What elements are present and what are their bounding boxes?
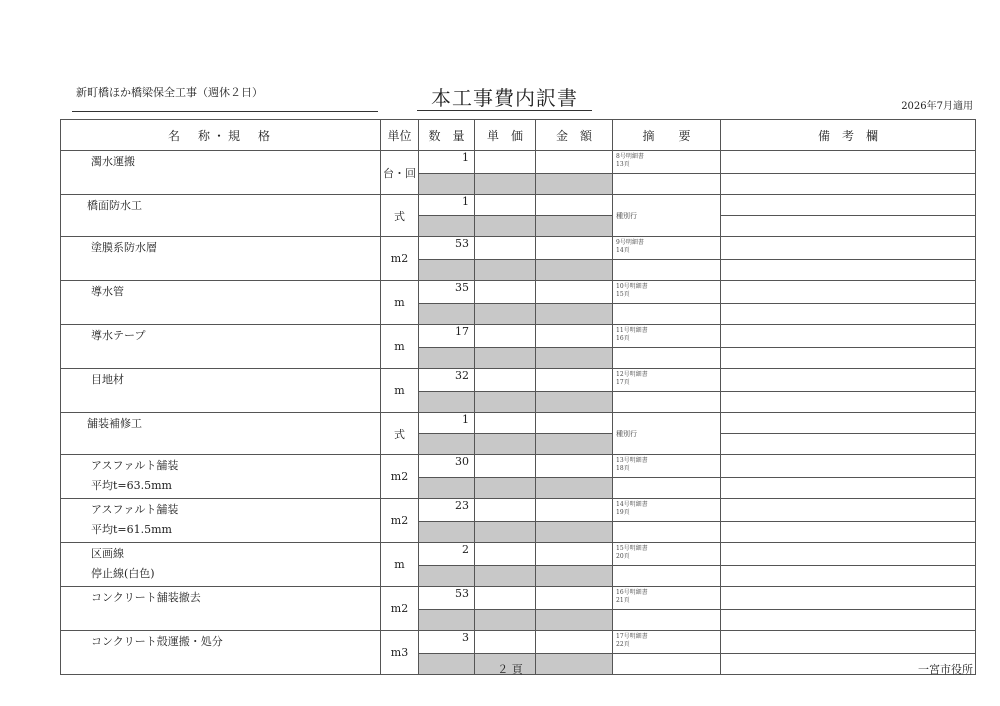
item-name: コンクリート舗装撤去: [91, 591, 201, 604]
price-sub-shaded: [475, 216, 536, 237]
item-remarks: [721, 587, 976, 610]
item-remarks: [721, 281, 976, 304]
item-unit: 式: [381, 413, 419, 455]
column-amount: 金 額: [536, 120, 613, 151]
item-name-cell: [61, 369, 381, 413]
header-row: [61, 120, 976, 151]
price-sub-shaded: [475, 260, 536, 281]
remarks-sub: [721, 478, 976, 499]
summary-sub: [613, 304, 721, 325]
item-qty: 35: [419, 281, 475, 304]
remarks-sub: [721, 348, 976, 369]
qty-sub-shaded: [419, 566, 475, 587]
remarks-sub: [721, 610, 976, 631]
column-remarks: 備 考 欄: [721, 120, 976, 151]
item-qty: 3: [419, 631, 475, 654]
item-spec: 停止線(白色): [91, 567, 155, 580]
item-qty: 23: [419, 499, 475, 522]
summary-page: 15頁: [616, 291, 630, 298]
item-name: アスファルト舗装: [91, 503, 179, 516]
qty-sub-shaded: [419, 260, 475, 281]
price-sub-shaded: [475, 392, 536, 413]
item-price: [475, 237, 536, 260]
qty-sub-shaded: [419, 174, 475, 195]
price-sub-shaded: [475, 522, 536, 543]
table-row: [61, 369, 976, 392]
item-qty: 1: [419, 413, 475, 434]
item-name-cell: [61, 151, 381, 195]
column-unit: 単位: [381, 120, 419, 151]
document-title: 本工事費内訳書: [417, 86, 592, 111]
qty-sub-shaded: [419, 522, 475, 543]
item-qty: 1: [419, 151, 475, 174]
item-amount: [536, 413, 613, 434]
table-body: [61, 151, 976, 675]
item-remarks: [721, 325, 976, 348]
item-name-cell: [61, 413, 381, 455]
item-remarks: [721, 499, 976, 522]
remarks-sub: [721, 566, 976, 587]
item-price: [475, 543, 536, 566]
item-spec: 平均t=61.5mm: [91, 523, 172, 536]
summary-ref: 17号明細書: [616, 633, 648, 640]
summary-ref: 16号明細書: [616, 589, 648, 596]
summary-page: 21頁: [616, 597, 630, 604]
item-summary: [613, 369, 721, 392]
item-spec: [61, 431, 380, 437]
item-remarks: [721, 543, 976, 566]
amount-sub-shaded: [536, 216, 613, 237]
qty-sub-shaded: [419, 610, 475, 631]
table-row: [61, 195, 976, 216]
price-sub-shaded: [475, 610, 536, 631]
item-unit: m2: [381, 587, 419, 631]
summary-ref: 10号明細書: [616, 283, 648, 290]
item-remarks: [721, 369, 976, 392]
item-name: 導水管: [91, 285, 124, 298]
item-name-cell: [61, 631, 381, 675]
item-unit: m: [381, 543, 419, 587]
summary-sub: [613, 348, 721, 369]
summary-ref: 14号明細書: [616, 501, 648, 508]
item-spec: [61, 649, 380, 655]
table-row: [61, 455, 976, 478]
item-remarks: [721, 631, 976, 654]
item-summary: [613, 237, 721, 260]
item-name: 導水テープ: [91, 329, 146, 342]
item-summary: [613, 151, 721, 174]
qty-sub-shaded: [419, 654, 475, 675]
price-sub-shaded: [475, 174, 536, 195]
project-name: 新町橋ほか橋梁保全工事（週休２日）: [76, 86, 263, 99]
item-summary-type: 種別行: [613, 413, 721, 455]
column-price: 単 価: [475, 120, 536, 151]
item-unit: m2: [381, 455, 419, 499]
table-row: [61, 325, 976, 348]
qty-sub-shaded: [419, 434, 475, 455]
item-spec: 平均t=63.5mm: [91, 479, 172, 492]
summary-page: 14頁: [616, 247, 630, 254]
item-price: [475, 499, 536, 522]
item-qty: 53: [419, 237, 475, 260]
summary-sub: [613, 260, 721, 281]
summary-ref: 11号明細書: [616, 327, 648, 334]
item-unit: m: [381, 325, 419, 369]
item-name-cell: [61, 543, 381, 587]
remarks-sub: [721, 260, 976, 281]
summary-sub: [613, 392, 721, 413]
table-row: [61, 543, 976, 566]
summary-page: 22頁: [616, 641, 630, 648]
item-price: [475, 325, 536, 348]
summary-page: 18頁: [616, 465, 630, 472]
item-remarks: [721, 151, 976, 174]
qty-sub-shaded: [419, 392, 475, 413]
summary-sub: [613, 174, 721, 195]
item-price: [475, 195, 536, 216]
summary-ref: 12号明細書: [616, 371, 648, 378]
remarks-sub: [721, 174, 976, 195]
cost-breakdown-table: [60, 119, 976, 675]
item-qty: 30: [419, 455, 475, 478]
summary-ref: 15号明細書: [616, 545, 648, 552]
item-name-cell: [61, 587, 381, 631]
item-name: アスファルト舗装: [91, 459, 179, 472]
item-amount: [536, 281, 613, 304]
amount-sub-shaded: [536, 610, 613, 631]
amount-sub-shaded: [536, 522, 613, 543]
summary-page: 17頁: [616, 379, 630, 386]
amount-sub-shaded: [536, 304, 613, 325]
summary-ref: 8号明細書: [616, 153, 644, 160]
office-name: 一宮市役所: [918, 663, 973, 676]
item-price: [475, 587, 536, 610]
amount-sub-shaded: [536, 174, 613, 195]
item-qty: 17: [419, 325, 475, 348]
item-name-cell: [61, 455, 381, 499]
remarks-sub: [721, 434, 976, 455]
table-row: [61, 587, 976, 610]
price-sub-shaded: [475, 478, 536, 499]
summary-sub: [613, 478, 721, 499]
column-qty: 数 量: [419, 120, 475, 151]
item-name-cell: [61, 195, 381, 237]
summary-page: 20頁: [616, 553, 630, 560]
qty-sub-shaded: [419, 348, 475, 369]
applicable-date: 2026年7月適用: [901, 101, 973, 112]
table-row: [61, 499, 976, 522]
table-row: [61, 151, 976, 174]
item-summary: [613, 587, 721, 610]
item-spec: [61, 169, 380, 175]
item-amount: [536, 543, 613, 566]
item-amount: [536, 587, 613, 610]
amount-sub-shaded: [536, 654, 613, 675]
item-price: [475, 413, 536, 434]
item-amount: [536, 631, 613, 654]
item-name-cell: [61, 281, 381, 325]
item-price: [475, 455, 536, 478]
amount-sub-shaded: [536, 478, 613, 499]
item-name: 舗装補修工: [87, 417, 142, 430]
item-summary: [613, 631, 721, 654]
item-summary-type: 種別行: [613, 195, 721, 237]
item-unit: m2: [381, 237, 419, 281]
summary-page: 19頁: [616, 509, 630, 516]
summary-page: 13頁: [616, 161, 630, 168]
item-name: 目地材: [91, 373, 124, 386]
amount-sub-shaded: [536, 566, 613, 587]
page-number: ２ 頁: [497, 663, 523, 676]
item-unit: 式: [381, 195, 419, 237]
item-name: 区画線: [91, 547, 124, 560]
item-spec: [61, 255, 380, 261]
item-qty: 1: [419, 195, 475, 216]
item-unit: 台・回: [381, 151, 419, 195]
item-unit: m2: [381, 499, 419, 543]
remarks-sub: [721, 392, 976, 413]
item-unit: m: [381, 369, 419, 413]
item-spec: [61, 387, 380, 393]
remarks-sub: [721, 216, 976, 237]
qty-sub-shaded: [419, 304, 475, 325]
item-price: [475, 631, 536, 654]
qty-sub-shaded: [419, 216, 475, 237]
item-qty: 32: [419, 369, 475, 392]
item-amount: [536, 369, 613, 392]
item-summary: [613, 543, 721, 566]
item-qty: 2: [419, 543, 475, 566]
table-row: [61, 237, 976, 260]
table-row: [61, 281, 976, 304]
item-name-cell: [61, 237, 381, 281]
item-amount: [536, 151, 613, 174]
item-name: 橋面防水工: [87, 199, 142, 212]
summary-sub: [613, 610, 721, 631]
remarks-sub: [721, 522, 976, 543]
item-name-cell: [61, 325, 381, 369]
summary-page: 16頁: [616, 335, 630, 342]
column-name: 名 称・規 格: [61, 120, 381, 151]
item-name: 塗膜系防水層: [91, 241, 157, 254]
price-sub-shaded: [475, 348, 536, 369]
remarks-sub: [721, 304, 976, 325]
qty-sub-shaded: [419, 478, 475, 499]
item-name: コンクリート殻運搬・処分: [91, 635, 223, 648]
item-amount: [536, 195, 613, 216]
column-summary: 摘 要: [613, 120, 721, 151]
item-spec: [61, 605, 380, 611]
item-price: [475, 281, 536, 304]
amount-sub-shaded: [536, 434, 613, 455]
item-remarks: [721, 237, 976, 260]
item-remarks: [721, 413, 976, 434]
item-name-cell: [61, 499, 381, 543]
item-unit: m: [381, 281, 419, 325]
item-summary: [613, 455, 721, 478]
amount-sub-shaded: [536, 348, 613, 369]
item-spec: [61, 213, 380, 219]
price-sub-shaded: [475, 566, 536, 587]
item-summary: [613, 281, 721, 304]
item-amount: [536, 455, 613, 478]
table-row: [61, 413, 976, 434]
item-spec: [61, 299, 380, 305]
price-sub-shaded: [475, 304, 536, 325]
summary-sub: [613, 654, 721, 675]
item-qty: 53: [419, 587, 475, 610]
item-amount: [536, 237, 613, 260]
summary-sub: [613, 522, 721, 543]
amount-sub-shaded: [536, 260, 613, 281]
summary-ref: 9号明細書: [616, 239, 644, 246]
item-unit: m3: [381, 631, 419, 675]
price-sub-shaded: [475, 434, 536, 455]
item-summary: [613, 325, 721, 348]
item-spec: [61, 343, 380, 349]
item-amount: [536, 499, 613, 522]
item-amount: [536, 325, 613, 348]
item-price: [475, 369, 536, 392]
item-remarks: [721, 195, 976, 216]
project-underline: [72, 111, 378, 112]
item-name: 濁水運搬: [91, 155, 135, 168]
summary-ref: 13号明細書: [616, 457, 648, 464]
item-remarks: [721, 455, 976, 478]
amount-sub-shaded: [536, 392, 613, 413]
item-summary: [613, 499, 721, 522]
table-row: [61, 631, 976, 654]
item-price: [475, 151, 536, 174]
summary-sub: [613, 566, 721, 587]
